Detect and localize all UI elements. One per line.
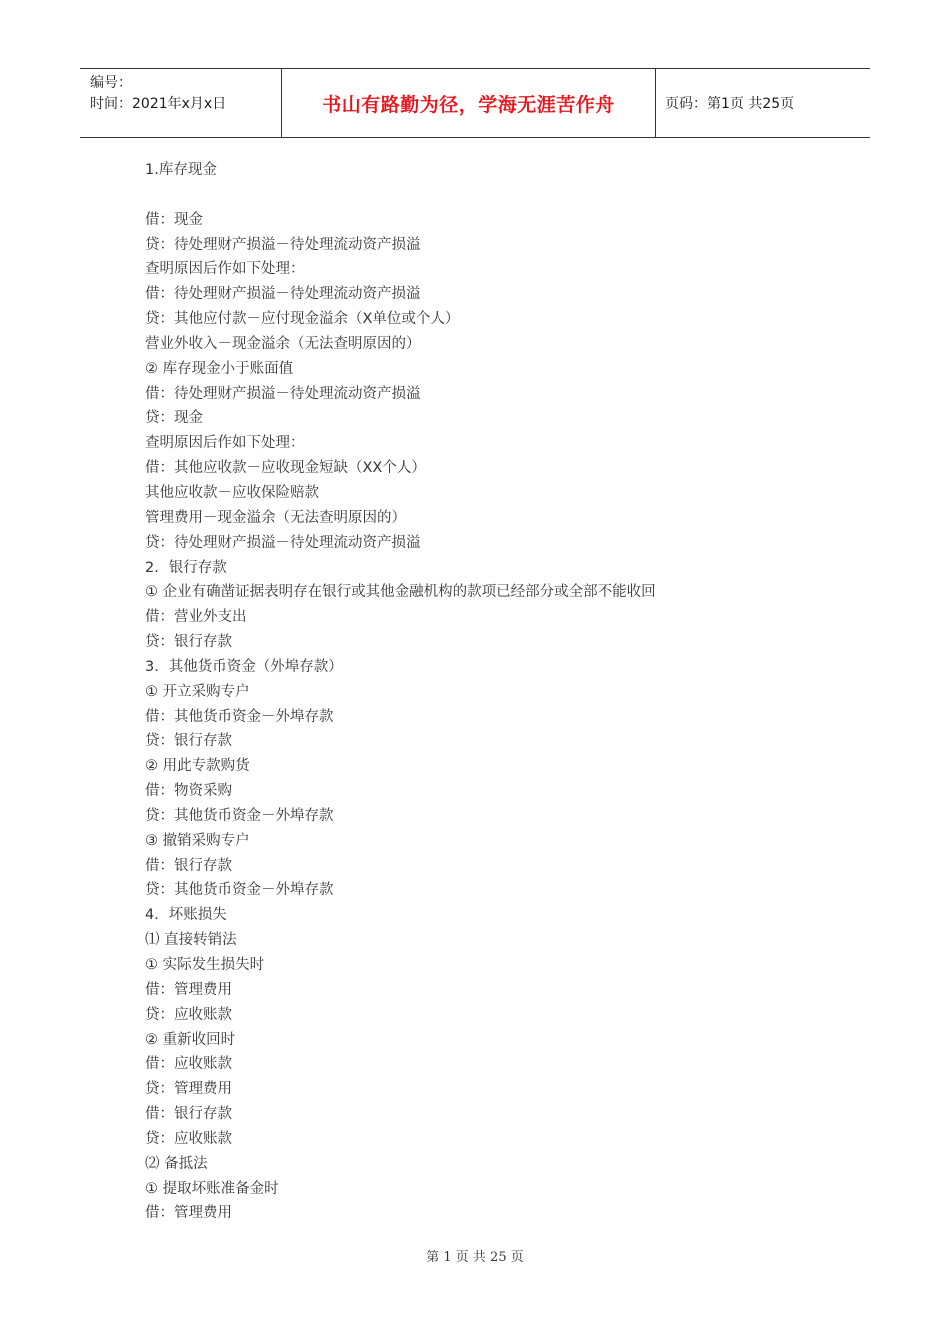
page-footer: 第 1 页 共 25 页	[426, 1250, 524, 1265]
body-line: 借：待处理财产损溢－待处理流动资产损溢	[145, 385, 421, 402]
body-line: 营业外收入－现金溢余（无法查明原因的）	[145, 335, 421, 352]
body-line: 贷：其他货币资金－外埠存款	[145, 882, 334, 899]
body-line: 贷：银行存款	[145, 634, 232, 651]
document-number-label: 编号：	[90, 75, 132, 91]
body-line: ① 实际发生损失时	[145, 957, 265, 973]
body-line: 查明原因后作如下处理：	[145, 435, 305, 452]
body-line: 借：应收账款	[145, 1056, 232, 1073]
body-line: ① 提取坏账准备金时	[145, 1180, 279, 1197]
body-line: ② 用此专款购货	[145, 758, 250, 775]
header-motto-cell	[282, 69, 656, 137]
body-line: ③ 撤销采购专户	[145, 832, 250, 849]
body-line: 贷：其他应付款－应付现金溢余（X单位或个人）	[145, 311, 460, 328]
section-heading: 3．其他货币资金（外埠存款）	[145, 658, 343, 675]
body-line: 贷：管理费用	[145, 1081, 232, 1098]
body-line: 借：银行存款	[145, 857, 232, 874]
section-heading: 1.库存现金	[145, 162, 217, 178]
document-body	[145, 158, 865, 1226]
body-line: 借：管理费用	[145, 981, 232, 998]
body-line: 借：营业外支出	[145, 609, 247, 626]
body-line: 借：其他货币资金－外埠存款	[145, 708, 334, 725]
body-line: 贷：待处理财产损溢－待处理流动资产损溢	[145, 236, 421, 253]
document-time-label: 时间：2021年x月x日	[90, 96, 227, 112]
body-line: 贷：其他货币资金－外埠存款	[145, 807, 334, 824]
body-line: 其他应收款－应收保险赔款	[145, 484, 319, 501]
header-motto: 书山有路勤为径，学海无涯苦作舟	[322, 93, 615, 116]
body-line: 管理费用－现金溢余（无法查明原因的）	[145, 509, 406, 526]
header-page-cell	[656, 69, 870, 137]
body-line: 借：现金	[145, 211, 203, 228]
body-line: 借：待处理财产损溢－待处理流动资产损溢	[145, 286, 421, 303]
body-line: 借：其他应收款－应收现金短缺（XX个人）	[145, 460, 426, 477]
body-line: 借：物资采购	[145, 783, 232, 800]
body-line: 查明原因后作如下处理：	[145, 261, 305, 278]
body-line: ⑵ 备抵法	[145, 1155, 208, 1172]
body-line: ⑴ 直接转销法	[145, 932, 237, 949]
header-meta-cell	[80, 69, 282, 137]
body-line: ② 库存现金小于账面值	[145, 360, 294, 377]
section-heading: 4．坏账损失	[145, 907, 227, 924]
body-line: 贷：现金	[145, 410, 203, 427]
header-page-label: 页码：第1页 共25页	[665, 96, 795, 112]
body-line: 贷：待处理财产损溢－待处理流动资产损溢	[145, 534, 421, 551]
body-line: 贷：应收账款	[145, 1130, 232, 1147]
page-header	[80, 68, 870, 138]
section-heading: 2．银行存款	[145, 559, 227, 576]
body-line: 贷：应收账款	[145, 1006, 232, 1023]
body-line: ② 重新收回时	[145, 1031, 236, 1048]
body-line: ① 开立采购专户	[145, 683, 250, 700]
body-line: 借：银行存款	[145, 1106, 232, 1123]
body-line: 贷：银行存款	[145, 733, 232, 750]
body-line: 借：管理费用	[145, 1205, 232, 1222]
body-line: ① 企业有确凿证据表明存在银行或其他金融机构的款项已经部分或全部不能收回	[145, 584, 656, 601]
